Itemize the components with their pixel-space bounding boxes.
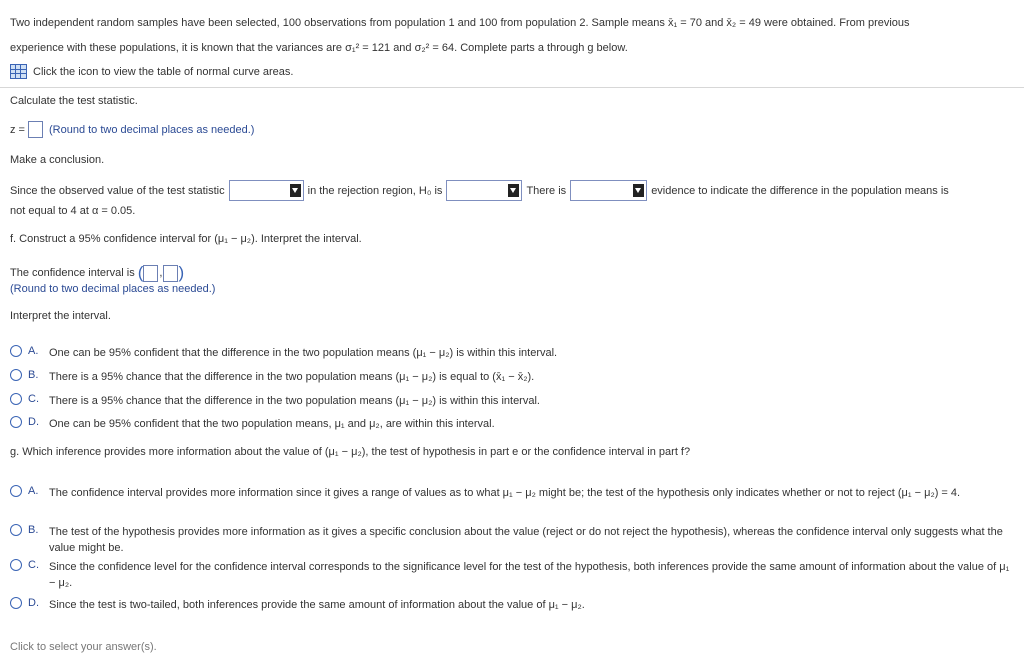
ci-label: The confidence interval is — [10, 267, 135, 279]
statistic-dropdown[interactable] — [229, 180, 304, 201]
option-letter: B. — [28, 369, 39, 381]
partg-option-c[interactable] — [10, 559, 47, 571]
radio-button[interactable] — [10, 597, 22, 609]
partf-option-d[interactable] — [10, 416, 47, 428]
partf-question: f. Construct a 95% confidence interval for (μ₁ − μ₂). Interpret the interval. — [10, 233, 362, 245]
partf-option-c-text: There is a 95% chance that the difference in the two population means (μ₁ − μ₂) is within this interval. — [49, 395, 540, 407]
partg-option-b-text: The test of the hypothesis provides more information as it gives a specific conclusion about the value (reject or do not reject the hypothesis), whereas the confidence interval only suggests what the value might be. — [49, 526, 1003, 554]
partg-option-a-text: The confidence interval provides more information since it gives a range of values as to what μ₁ − μ₂ might be; the test of the hypothesis only indicates whether or not to reject (μ₁ − μ₂) = 4. — [49, 487, 961, 499]
partg-option-c-text: Since the confidence level for the confidence interval corresponds to the significance level for the test of the hypothesis, both inferences provide the same amount of information about the value of μ₁ − μ₂. — [49, 561, 1010, 589]
partf-option-c[interactable] — [10, 393, 47, 405]
option-letter: C. — [28, 393, 39, 405]
chevron-down-icon[interactable] — [633, 184, 644, 197]
partf-option-a-text: One can be 95% confident that the difference in the two population means (μ₁ − μ₂) is within this interval. — [49, 347, 558, 359]
z-row — [10, 121, 254, 138]
partg-option-a[interactable] — [10, 485, 46, 497]
ci-row — [10, 263, 184, 283]
conclusion-text-5: not equal to 4 at α = 0.05. — [10, 205, 136, 217]
partg-option-b[interactable] — [10, 524, 46, 536]
option-letter: A. — [28, 485, 39, 497]
divider — [0, 87, 1024, 88]
partf-option-d-text: One can be 95% confident that the two population means, μ₁ and μ₂, are within this interval. — [49, 418, 495, 430]
ci-note: (Round to two decimal places as needed.) — [10, 283, 216, 295]
option-letter: D. — [28, 416, 39, 428]
radio-button[interactable] — [10, 393, 22, 405]
chevron-down-icon[interactable] — [508, 184, 519, 197]
partg-question: g. Which inference provides more information about the value of (μ₁ − μ₂), the test of hypothesis in part e or the confidence interval in part f? — [10, 446, 691, 458]
conclusion-text-3: There is — [526, 184, 567, 197]
ci-lower-input[interactable] — [143, 265, 158, 282]
intro-line-1: Two independent random samples have been selected, 100 observations from population 1 and 100 from population 2. Sample means x̄₁ = 70 and x̄₂ = 49 were obtained. From previous — [10, 17, 910, 29]
interpret-heading: Interpret the interval. — [10, 310, 111, 322]
calc-heading: Calculate the test statistic. — [10, 95, 138, 107]
radio-button[interactable] — [10, 524, 22, 536]
h0-dropdown[interactable] — [446, 180, 522, 201]
partg-option-d-text: Since the test is two-tailed, both inferences provide the same amount of information about the value of μ₁ − μ₂. — [49, 599, 585, 611]
ci-open-paren: ( — [137, 263, 144, 282]
table-link[interactable] — [10, 64, 293, 79]
z-label: z = — [10, 123, 25, 136]
option-letter: A. — [28, 345, 39, 357]
z-input[interactable] — [28, 121, 43, 138]
conclusion-text-2: in the rejection region, H₀ is — [307, 184, 443, 197]
radio-button[interactable] — [10, 345, 22, 357]
option-letter: B. — [28, 524, 39, 536]
partf-option-b[interactable] — [10, 369, 46, 381]
radio-button[interactable] — [10, 369, 22, 381]
chevron-down-icon[interactable] — [290, 184, 301, 197]
evidence-dropdown[interactable] — [570, 180, 647, 201]
table-link-label[interactable]: Click the icon to view the table of normal curve areas. — [33, 65, 294, 78]
table-icon[interactable] — [10, 64, 27, 79]
option-letter: C. — [28, 559, 39, 571]
footer-hint: Click to select your answer(s). — [10, 641, 157, 653]
z-note: (Round to two decimal places as needed.) — [48, 123, 255, 136]
ci-upper-input[interactable] — [163, 265, 178, 282]
intro-line-2: experience with these populations, it is known that the variances are σ₁² = 121 and σ₂² = 64. Complete parts a through g below. — [10, 42, 628, 54]
ci-close-paren: ) — [178, 263, 185, 282]
radio-button[interactable] — [10, 485, 22, 497]
radio-button[interactable] — [10, 559, 22, 571]
conclusion-row — [10, 180, 949, 201]
ci-comma: , — [159, 267, 163, 279]
partf-option-a[interactable] — [10, 345, 46, 357]
conclusion-text-4: evidence to indicate the difference in the population means is — [651, 184, 949, 197]
partf-option-b-text: There is a 95% chance that the difference in the two population means (μ₁ − μ₂) is equal to (x̄₁ − x̄₂). — [49, 371, 535, 383]
partg-option-d[interactable] — [10, 597, 47, 609]
conclusion-text-1: Since the observed value of the test statistic — [10, 184, 225, 197]
radio-button[interactable] — [10, 416, 22, 428]
option-letter: D. — [28, 597, 39, 609]
conclusion-heading: Make a conclusion. — [10, 154, 105, 166]
